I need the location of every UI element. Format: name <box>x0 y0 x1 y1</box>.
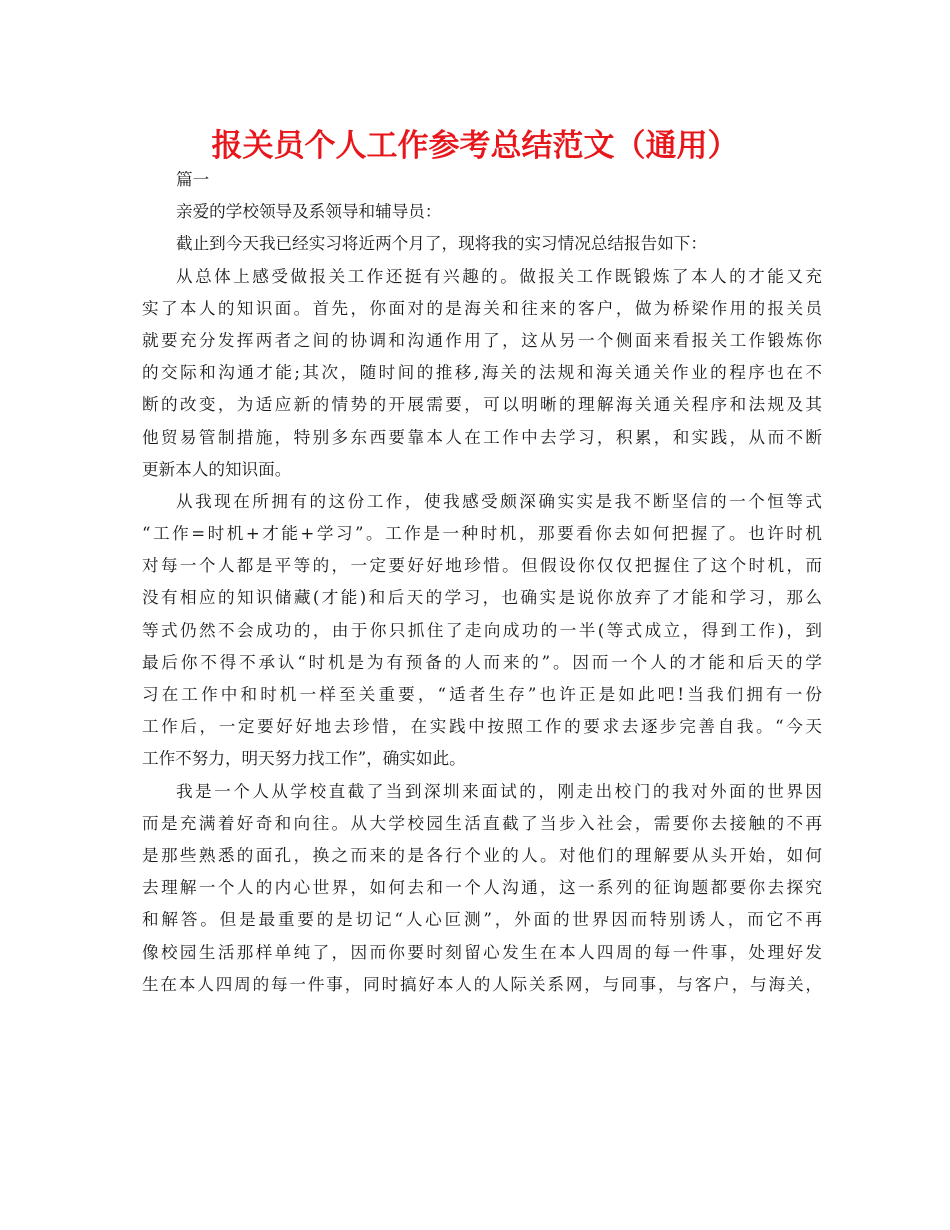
text-line: 截止到今天我已经实习将近两个月了，现将我的实习情况总结报告如下： <box>176 234 707 254</box>
text-line: 我是一个人从学校直截了当到深圳来面试的，刚走出校门的我对外面的世界因 <box>176 781 822 801</box>
text-line: 去理解一个人的内心世界，如何去和一个人沟通，这一系列的征询题都要你去探究 <box>142 878 822 898</box>
text-line: 等式仍然不会成功的，由于你只抓住了走向成功的一半(等式成立，得到工作)，到 <box>142 620 822 640</box>
text-line: 从总体上感受做报关工作还挺有兴趣的。做报关工作既锻炼了本人的才能又充 <box>176 266 822 286</box>
text-line: 断的改变，为适应新的情势的开展需要，可以明晰的理解海关通关程序和法规及其 <box>142 395 822 415</box>
text-line: 生在本人四周的每一件事，同时搞好本人的人际关系网，与同事，与客户，与海关， <box>142 974 822 994</box>
document-body <box>142 164 822 1001</box>
text-line: 习在工作中和时机一样至关重要，“适者生存”也许正是如此吧!当我们拥有一份 <box>142 685 822 704</box>
text-line: 工作后，一定要好好地去珍惜，在实践中按照工作的要求去逐步完善自我。“今天 <box>142 717 822 737</box>
text-line: 亲爱的学校领导及系领导和辅导员： <box>176 202 442 222</box>
text-line: “工作=时机+才能+学习”。工作是一种时机，那要看你去如何把握了。也许时机 <box>142 524 822 544</box>
text-line: 篇一 <box>176 170 210 189</box>
text-line: 是那些熟悉的面孔，换之而来的是各行个业的人。对他们的理解要从头开始，如何 <box>142 845 822 865</box>
text-line: 对每一个人都是平等的，一定要好好地珍惜。但假设你仅仅把握住了这个时机，而 <box>142 556 822 576</box>
text-line: 的交际和沟通才能;其次，随时间的推移,海关的法规和海关通关作业的程序也在不 <box>142 363 822 383</box>
text-line: 他贸易管制措施，特别多东西要靠本人在工作中去学习，积累，和实践，从而不断 <box>142 427 822 447</box>
text-line: 像校园生活那样单纯了，因而你要时刻留心发生在本人四周的每一件事，处理好发 <box>142 942 822 962</box>
text-line: 从我现在所拥有的这份工作，使我感受颇深确实实是我不断坚信的一个恒等式 <box>176 491 822 511</box>
text-line: 和解答。但是最重要的是切记“人心叵测”，外面的世界因而特别诱人，而它不再 <box>142 910 822 930</box>
text-line: 就要充分发挥两者之间的协调和沟通作用了，这从另一个侧面来看报关工作锻炼你 <box>142 330 822 350</box>
text-line: 没有相应的知识储藏(才能)和后天的学习，也确实是说你放弃了才能和学习，那么 <box>142 588 822 608</box>
text-line: 实了本人的知识面。首先，你面对的是海关和往来的客户，做为桥梁作用的报关员 <box>142 298 822 318</box>
text-line: 工作不努力，明天努力找工作”，确实如此。 <box>142 749 466 769</box>
text-line: 更新本人的知识面。 <box>142 459 292 479</box>
text-line: 最后你不得不承认“时机是为有预备的人而来的”。因而一个人的才能和后天的学 <box>142 652 822 672</box>
text-line: 而是充满着好奇和向往。从大学校园生活直截了当步入社会，需要你去接触的不再 <box>142 813 822 833</box>
document-title: 报关员个人工作参考总结范文（通用） <box>211 128 739 164</box>
